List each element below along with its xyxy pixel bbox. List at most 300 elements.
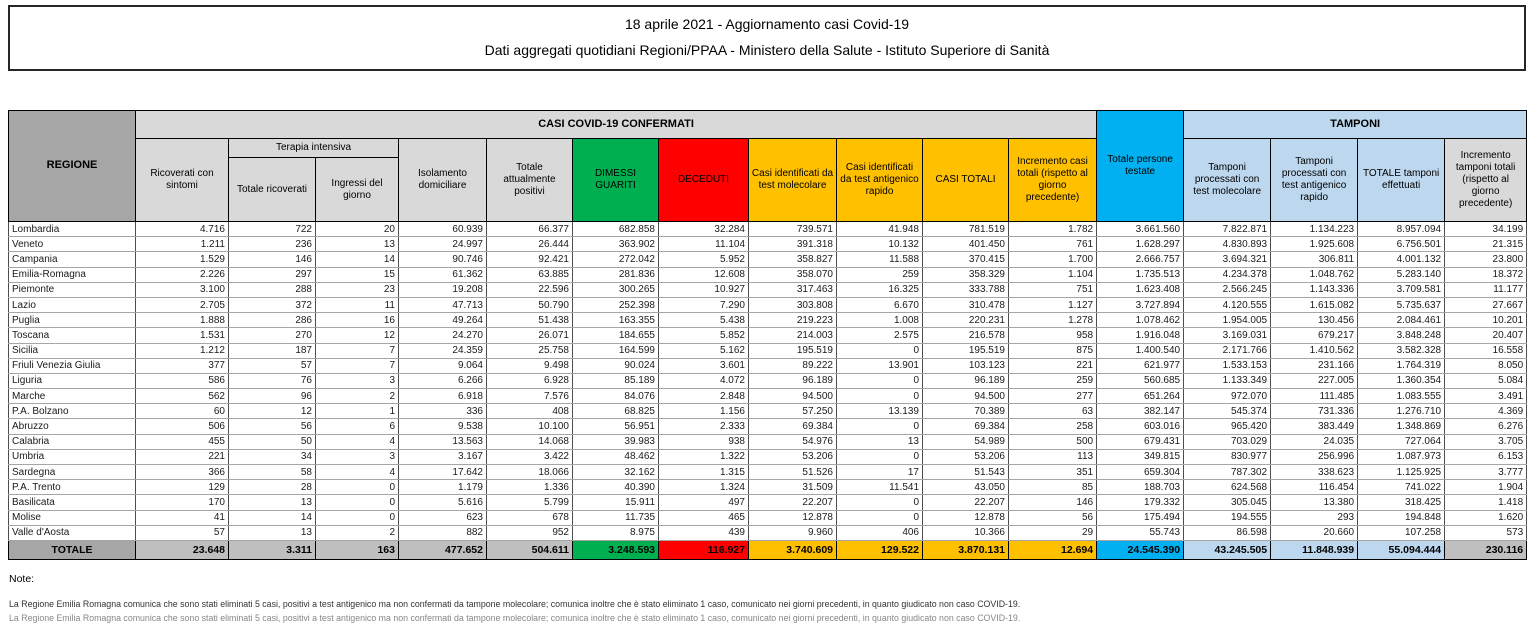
cell-tamponi-antigenico: 1.134.223: [1271, 222, 1358, 237]
total-cell-incremento-casi: 12.694: [1009, 540, 1097, 559]
cell-tamponi-antigenico: 227.005: [1271, 373, 1358, 388]
cell-casi-test-antigenico: 11.541: [837, 480, 923, 495]
col-group-casi-confermati: CASI COVID-19 CONFERMATI: [136, 111, 1097, 139]
table-row: [9, 267, 1527, 282]
cell-casi-test-molecolare: 69.384: [749, 419, 837, 434]
cell-ingressi-del-giorno: 2: [316, 525, 399, 540]
cell-ingressi-del-giorno: 1: [316, 404, 399, 419]
cell-casi-totali: 43.050: [923, 480, 1009, 495]
cell-dimessi-guariti: 40.390: [573, 480, 659, 495]
cell-incremento-casi: 259: [1009, 373, 1097, 388]
cell-deceduti: 12.608: [659, 267, 749, 282]
cell-tamponi-antigenico: 338.623: [1271, 465, 1358, 480]
cell-casi-test-antigenico: 0: [837, 449, 923, 464]
cell-casi-test-molecolare: 53.206: [749, 449, 837, 464]
title-line-2: Dati aggregati quotidiani Regioni/PPAA - Ministero della Salute - Istituto Superiore di Sanità: [484, 42, 1050, 59]
cell-totale-attualmente-positivi: 952: [487, 525, 573, 540]
cell-casi-test-molecolare: 214.003: [749, 328, 837, 343]
cell-totale-persone-testate: 179.332: [1097, 495, 1184, 510]
cell-isolamento-domiciliare: 24.270: [399, 328, 487, 343]
cell-casi-totali: 69.384: [923, 419, 1009, 434]
cell-tamponi-molecolare: 4.830.893: [1184, 237, 1271, 252]
cell-regione: Campania: [9, 252, 136, 267]
cell-totale-persone-testate: 175.494: [1097, 510, 1184, 525]
cell-totale-tamponi: 5.283.140: [1358, 267, 1445, 282]
cell-totale-tamponi: 727.064: [1358, 434, 1445, 449]
cell-totale-tamponi: 1.276.710: [1358, 404, 1445, 419]
title-box: [8, 5, 1526, 71]
cell-totale-tamponi: 1.360.354: [1358, 373, 1445, 388]
cell-casi-test-antigenico: 13.901: [837, 358, 923, 373]
cell-casi-test-molecolare: 94.500: [749, 389, 837, 404]
cell-tamponi-antigenico: 731.336: [1271, 404, 1358, 419]
cell-ricoverati-con-sintomi: 2.705: [136, 297, 229, 312]
cell-tamponi-antigenico: 1.048.762: [1271, 267, 1358, 282]
cell-deceduti: 32.284: [659, 222, 749, 237]
cell-tamponi-molecolare: 3.169.031: [1184, 328, 1271, 343]
cell-totale-ricoverati: 14: [229, 510, 316, 525]
cell-tamponi-antigenico: 383.449: [1271, 419, 1358, 434]
cell-casi-test-antigenico: 0: [837, 373, 923, 388]
cell-totale-ricoverati: 286: [229, 313, 316, 328]
cell-ricoverati-con-sintomi: 562: [136, 389, 229, 404]
cell-isolamento-domiciliare: 6.266: [399, 373, 487, 388]
cell-incremento-casi: 1.782: [1009, 222, 1097, 237]
cell-totale-attualmente-positivi: 1.336: [487, 480, 573, 495]
cell-incremento-casi: 1.278: [1009, 313, 1097, 328]
cell-ricoverati-con-sintomi: 586: [136, 373, 229, 388]
table-row: [9, 434, 1527, 449]
cell-incremento-tamponi: 11.177: [1445, 282, 1527, 297]
cell-isolamento-domiciliare: 49.264: [399, 313, 487, 328]
cell-deceduti: 465: [659, 510, 749, 525]
cell-incremento-tamponi: 1.418: [1445, 495, 1527, 510]
cell-regione: P.A. Trento: [9, 480, 136, 495]
cell-tamponi-antigenico: 1.925.608: [1271, 237, 1358, 252]
cell-tamponi-antigenico: 293: [1271, 510, 1358, 525]
cell-totale-tamponi: 1.083.555: [1358, 389, 1445, 404]
cell-casi-test-molecolare: 358.827: [749, 252, 837, 267]
cell-totale-ricoverati: 13: [229, 525, 316, 540]
cell-casi-test-antigenico: 0: [837, 343, 923, 358]
table-row: [9, 510, 1527, 525]
cell-totale-attualmente-positivi: 66.377: [487, 222, 573, 237]
cell-totale-ricoverati: 56: [229, 419, 316, 434]
cell-ricoverati-con-sintomi: 1.211: [136, 237, 229, 252]
cell-totale-attualmente-positivi: 63.885: [487, 267, 573, 282]
cell-casi-test-antigenico: 11.588: [837, 252, 923, 267]
cell-regione: Marche: [9, 389, 136, 404]
cell-ingressi-del-giorno: 7: [316, 343, 399, 358]
col-header-casi-test-antigenico: Casi identificati da test antigenico rapido: [837, 139, 923, 222]
note-line-1: La Regione Emilia Romagna comunica che sono stati eliminati 5 casi, positivi a test antigenico ma non confermati da tampone molecolare; comunica inoltre che è stato eliminato 1 caso, comunicato nei giorni precedenti, in quanto giudicato non caso COVID-19.: [9, 599, 1021, 609]
cell-incremento-casi: 113: [1009, 449, 1097, 464]
cell-casi-test-molecolare: 9.960: [749, 525, 837, 540]
col-group-terapia-intensiva: Terapia intensiva: [229, 139, 399, 158]
cell-ingressi-del-giorno: 23: [316, 282, 399, 297]
cell-casi-totali: 333.788: [923, 282, 1009, 297]
cell-totale-persone-testate: 188.703: [1097, 480, 1184, 495]
cell-tamponi-molecolare: 7.822.871: [1184, 222, 1271, 237]
cell-dimessi-guariti: 15.911: [573, 495, 659, 510]
cell-totale-tamponi: 1.764.319: [1358, 358, 1445, 373]
cell-totale-ricoverati: 187: [229, 343, 316, 358]
cell-casi-test-molecolare: 317.463: [749, 282, 837, 297]
col-header-deceduti: DECEDUTI: [659, 139, 749, 222]
cell-isolamento-domiciliare: 61.362: [399, 267, 487, 282]
col-header-casi-test-molecolare: Casi identificati da test molecolare: [749, 139, 837, 222]
cell-totale-tamponi: 6.756.501: [1358, 237, 1445, 252]
table-row: [9, 252, 1527, 267]
table-row: [9, 373, 1527, 388]
cell-incremento-tamponi: 1.904: [1445, 480, 1527, 495]
cell-dimessi-guariti: 682.858: [573, 222, 659, 237]
cell-isolamento-domiciliare: 9.538: [399, 419, 487, 434]
cell-incremento-casi: 146: [1009, 495, 1097, 510]
cell-casi-totali: 54.989: [923, 434, 1009, 449]
cell-casi-totali: 96.189: [923, 373, 1009, 388]
col-header-totale-persone-testate: Totale persone testate: [1097, 111, 1184, 222]
cell-casi-totali: 51.543: [923, 465, 1009, 480]
col-header-totale-attualmente-positivi: Totale attualmente positivi: [487, 139, 573, 222]
cell-totale-tamponi: 194.848: [1358, 510, 1445, 525]
cell-totale-persone-testate: 659.304: [1097, 465, 1184, 480]
cell-incremento-casi: 1.127: [1009, 297, 1097, 312]
cell-totale-tamponi: 8.957.094: [1358, 222, 1445, 237]
cell-totale-ricoverati: 28: [229, 480, 316, 495]
cell-totale-persone-testate: 3.727.894: [1097, 297, 1184, 312]
col-header-tamponi-antigenico: Tamponi processati con test antigenico rapido: [1271, 139, 1358, 222]
table-row: [9, 282, 1527, 297]
cell-totale-tamponi: 3.709.581: [1358, 282, 1445, 297]
cell-totale-tamponi: 318.425: [1358, 495, 1445, 510]
cell-tamponi-molecolare: 4.234.378: [1184, 267, 1271, 282]
cell-deceduti: 11.104: [659, 237, 749, 252]
cell-dimessi-guariti: 281.836: [573, 267, 659, 282]
cell-casi-test-antigenico: 13.139: [837, 404, 923, 419]
cell-ricoverati-con-sintomi: 2.226: [136, 267, 229, 282]
cell-tamponi-antigenico: 13.380: [1271, 495, 1358, 510]
cell-tamponi-molecolare: 965.420: [1184, 419, 1271, 434]
cell-deceduti: 1.324: [659, 480, 749, 495]
cell-deceduti: 1.156: [659, 404, 749, 419]
cell-casi-totali: 370.415: [923, 252, 1009, 267]
cell-ingressi-del-giorno: 11: [316, 297, 399, 312]
cell-regione: Valle d'Aosta: [9, 525, 136, 540]
cell-deceduti: 2.848: [659, 389, 749, 404]
cell-totale-tamponi: 1.087.973: [1358, 449, 1445, 464]
table-row: [9, 313, 1527, 328]
cell-casi-totali: 220.231: [923, 313, 1009, 328]
cell-dimessi-guariti: 11.735: [573, 510, 659, 525]
cell-casi-test-molecolare: 219.223: [749, 313, 837, 328]
cell-casi-test-molecolare: 51.526: [749, 465, 837, 480]
cell-casi-test-antigenico: 13: [837, 434, 923, 449]
cell-ricoverati-con-sintomi: 170: [136, 495, 229, 510]
cell-ingressi-del-giorno: 0: [316, 510, 399, 525]
cell-isolamento-domiciliare: 9.064: [399, 358, 487, 373]
cell-isolamento-domiciliare: 5.616: [399, 495, 487, 510]
total-cell-ingressi-del-giorno: 163: [316, 540, 399, 559]
cell-incremento-casi: 751: [1009, 282, 1097, 297]
col-header-isolamento-domiciliare: Isolamento domiciliare: [399, 139, 487, 222]
cell-deceduti: 439: [659, 525, 749, 540]
cell-totale-tamponi: 107.258: [1358, 525, 1445, 540]
cell-tamponi-molecolare: 624.568: [1184, 480, 1271, 495]
table-row: [9, 404, 1527, 419]
cell-totale-tamponi: 4.001.132: [1358, 252, 1445, 267]
cell-totale-attualmente-positivi: 51.438: [487, 313, 573, 328]
cell-ricoverati-con-sintomi: 1.531: [136, 328, 229, 343]
cell-isolamento-domiciliare: 19.208: [399, 282, 487, 297]
cell-tamponi-molecolare: 1.954.005: [1184, 313, 1271, 328]
cell-casi-test-molecolare: 391.318: [749, 237, 837, 252]
cell-regione: Puglia: [9, 313, 136, 328]
cell-casi-test-molecolare: 89.222: [749, 358, 837, 373]
table-row: [9, 465, 1527, 480]
cell-isolamento-domiciliare: 90.746: [399, 252, 487, 267]
cell-totale-persone-testate: 1.078.462: [1097, 313, 1184, 328]
cell-tamponi-molecolare: 972.070: [1184, 389, 1271, 404]
note-line-2-clipped: La Regione Emilia Romagna comunica che sono stati eliminati 5 casi, positivi a test antigenico ma non confermati da tampone molecolare; comunica inoltre che è stato eliminato 1 caso, comunicato nei giorni precedenti, in quanto giudicato non caso COVID-19.: [9, 613, 1021, 623]
total-cell-totale-tamponi: 55.094.444: [1358, 540, 1445, 559]
table-row: [9, 237, 1527, 252]
cell-tamponi-antigenico: 130.456: [1271, 313, 1358, 328]
cell-casi-test-molecolare: 195.519: [749, 343, 837, 358]
cell-totale-ricoverati: 236: [229, 237, 316, 252]
cell-isolamento-domiciliare: 24.359: [399, 343, 487, 358]
total-cell-dimessi-guariti: 3.248.593: [573, 540, 659, 559]
cell-totale-ricoverati: 146: [229, 252, 316, 267]
cell-regione: Emilia-Romagna: [9, 267, 136, 282]
cell-casi-totali: 358.329: [923, 267, 1009, 282]
cell-incremento-casi: 761: [1009, 237, 1097, 252]
cell-totale-attualmente-positivi: 678: [487, 510, 573, 525]
cell-ingressi-del-giorno: 7: [316, 358, 399, 373]
cell-totale-attualmente-positivi: 9.498: [487, 358, 573, 373]
cell-isolamento-domiciliare: 13.563: [399, 434, 487, 449]
cell-ingressi-del-giorno: 3: [316, 449, 399, 464]
cell-ricoverati-con-sintomi: 1.212: [136, 343, 229, 358]
total-cell-totale-attualmente-positivi: 504.611: [487, 540, 573, 559]
cell-ingressi-del-giorno: 6: [316, 419, 399, 434]
cell-casi-totali: 195.519: [923, 343, 1009, 358]
cell-totale-persone-testate: 1.628.297: [1097, 237, 1184, 252]
cell-casi-test-molecolare: 358.070: [749, 267, 837, 282]
cell-casi-totali: 401.450: [923, 237, 1009, 252]
cell-ricoverati-con-sintomi: 57: [136, 525, 229, 540]
col-header-totale-tamponi: TOTALE tamponi effettuati: [1358, 139, 1445, 222]
cell-casi-test-molecolare: 22.207: [749, 495, 837, 510]
cell-ingressi-del-giorno: 14: [316, 252, 399, 267]
cell-ricoverati-con-sintomi: 366: [136, 465, 229, 480]
cell-regione: Piemonte: [9, 282, 136, 297]
cell-tamponi-antigenico: 111.485: [1271, 389, 1358, 404]
cell-incremento-tamponi: 3.705: [1445, 434, 1527, 449]
cell-ingressi-del-giorno: 12: [316, 328, 399, 343]
cell-incremento-tamponi: 34.199: [1445, 222, 1527, 237]
cell-tamponi-molecolare: 305.045: [1184, 495, 1271, 510]
cell-tamponi-antigenico: 24.035: [1271, 434, 1358, 449]
cell-tamponi-molecolare: 703.029: [1184, 434, 1271, 449]
cell-totale-label: TOTALE: [9, 540, 136, 559]
cell-deceduti: 5.162: [659, 343, 749, 358]
cell-regione: Lombardia: [9, 222, 136, 237]
cell-incremento-casi: 500: [1009, 434, 1097, 449]
cell-casi-test-antigenico: 406: [837, 525, 923, 540]
cell-incremento-tamponi: 3.491: [1445, 389, 1527, 404]
cell-dimessi-guariti: 8.975: [573, 525, 659, 540]
col-header-ricoverati-con-sintomi: Ricoverati con sintomi: [136, 139, 229, 222]
total-cell-casi-totali: 3.870.131: [923, 540, 1009, 559]
cell-incremento-tamponi: 573: [1445, 525, 1527, 540]
cell-totale-attualmente-positivi: 14.068: [487, 434, 573, 449]
cell-casi-test-molecolare: 12.878: [749, 510, 837, 525]
table-row: [9, 328, 1527, 343]
cell-totale-attualmente-positivi: 10.100: [487, 419, 573, 434]
cell-totale-persone-testate: 55.743: [1097, 525, 1184, 540]
cell-totale-persone-testate: 679.431: [1097, 434, 1184, 449]
cell-incremento-tamponi: 8.050: [1445, 358, 1527, 373]
cell-incremento-tamponi: 6.153: [1445, 449, 1527, 464]
cell-incremento-casi: 277: [1009, 389, 1097, 404]
table-body: [9, 222, 1527, 541]
cell-totale-persone-testate: 3.661.560: [1097, 222, 1184, 237]
cell-ingressi-del-giorno: 3: [316, 373, 399, 388]
cell-incremento-casi: 63: [1009, 404, 1097, 419]
cell-incremento-tamponi: 20.407: [1445, 328, 1527, 343]
table-header: [9, 111, 1527, 222]
cell-incremento-tamponi: 5.084: [1445, 373, 1527, 388]
table-row: [9, 480, 1527, 495]
cell-casi-test-antigenico: 259: [837, 267, 923, 282]
cell-casi-test-molecolare: 96.189: [749, 373, 837, 388]
cell-casi-totali: 10.366: [923, 525, 1009, 540]
cell-tamponi-molecolare: 194.555: [1184, 510, 1271, 525]
cell-incremento-tamponi: 16.558: [1445, 343, 1527, 358]
cell-regione: Abruzzo: [9, 419, 136, 434]
cell-isolamento-domiciliare: 336: [399, 404, 487, 419]
cell-incremento-casi: 56: [1009, 510, 1097, 525]
cell-incremento-casi: 85: [1009, 480, 1097, 495]
cell-tamponi-antigenico: 1.615.082: [1271, 297, 1358, 312]
cell-isolamento-domiciliare: 17.642: [399, 465, 487, 480]
cell-dimessi-guariti: 68.825: [573, 404, 659, 419]
total-cell-ricoverati-con-sintomi: 23.648: [136, 540, 229, 559]
cell-totale-persone-testate: 1.735.513: [1097, 267, 1184, 282]
cell-deceduti: 4.072: [659, 373, 749, 388]
cell-deceduti: 5.852: [659, 328, 749, 343]
cell-casi-totali: 53.206: [923, 449, 1009, 464]
cell-deceduti: 5.438: [659, 313, 749, 328]
col-header-incremento-tamponi: Incremento tamponi totali (rispetto al giorno precedente): [1445, 139, 1527, 222]
cell-totale-ricoverati: 297: [229, 267, 316, 282]
cell-casi-test-molecolare: 54.976: [749, 434, 837, 449]
cell-totale-persone-testate: 1.623.408: [1097, 282, 1184, 297]
cell-casi-test-molecolare: 57.250: [749, 404, 837, 419]
cell-tamponi-antigenico: 116.454: [1271, 480, 1358, 495]
cell-totale-ricoverati: 288: [229, 282, 316, 297]
cell-isolamento-domiciliare: 47.713: [399, 297, 487, 312]
cell-totale-persone-testate: 1.400.540: [1097, 343, 1184, 358]
cell-totale-ricoverati: 96: [229, 389, 316, 404]
cell-deceduti: 7.290: [659, 297, 749, 312]
cell-totale-attualmente-positivi: 92.421: [487, 252, 573, 267]
cell-dimessi-guariti: 39.983: [573, 434, 659, 449]
col-header-regione: REGIONE: [9, 111, 136, 222]
cell-ingressi-del-giorno: 20: [316, 222, 399, 237]
cell-casi-test-antigenico: 1.008: [837, 313, 923, 328]
total-cell-totale-ricoverati: 3.311: [229, 540, 316, 559]
cell-totale-ricoverati: 372: [229, 297, 316, 312]
cell-totale-ricoverati: 722: [229, 222, 316, 237]
cell-deceduti: 938: [659, 434, 749, 449]
cell-regione: Basilicata: [9, 495, 136, 510]
cell-tamponi-molecolare: 830.977: [1184, 449, 1271, 464]
cell-dimessi-guariti: 363.902: [573, 237, 659, 252]
cell-ricoverati-con-sintomi: 41: [136, 510, 229, 525]
cell-incremento-casi: 29: [1009, 525, 1097, 540]
cell-totale-tamponi: 3.848.248: [1358, 328, 1445, 343]
cell-casi-test-antigenico: 2.575: [837, 328, 923, 343]
cell-totale-ricoverati: 12: [229, 404, 316, 419]
cell-casi-totali: 103.123: [923, 358, 1009, 373]
total-cell-casi-test-molecolare: 3.740.609: [749, 540, 837, 559]
cell-isolamento-domiciliare: 60.939: [399, 222, 487, 237]
col-header-totale-ricoverati: Totale ricoverati: [229, 158, 316, 222]
cell-tamponi-molecolare: 787.302: [1184, 465, 1271, 480]
cell-ricoverati-con-sintomi: 221: [136, 449, 229, 464]
title-line-1: 18 aprile 2021 - Aggiornamento casi Covid-19: [624, 16, 910, 33]
total-cell-casi-test-antigenico: 129.522: [837, 540, 923, 559]
cell-incremento-tamponi: 10.201: [1445, 313, 1527, 328]
cell-regione: Sardegna: [9, 465, 136, 480]
cell-dimessi-guariti: 300.265: [573, 282, 659, 297]
cell-totale-persone-testate: 382.147: [1097, 404, 1184, 419]
cell-totale-persone-testate: 603.016: [1097, 419, 1184, 434]
cell-casi-test-antigenico: 17: [837, 465, 923, 480]
cell-incremento-tamponi: 4.369: [1445, 404, 1527, 419]
cell-totale-tamponi: 1.125.925: [1358, 465, 1445, 480]
cell-tamponi-antigenico: 306.811: [1271, 252, 1358, 267]
cell-totale-attualmente-positivi: 26.444: [487, 237, 573, 252]
cell-incremento-casi: 1.104: [1009, 267, 1097, 282]
table-row: [9, 297, 1527, 312]
cell-dimessi-guariti: 163.355: [573, 313, 659, 328]
cell-dimessi-guariti: 252.398: [573, 297, 659, 312]
total-cell-totale-persone-testate: 24.545.390: [1097, 540, 1184, 559]
cell-tamponi-molecolare: 86.598: [1184, 525, 1271, 540]
cell-ricoverati-con-sintomi: 1.529: [136, 252, 229, 267]
total-cell-isolamento-domiciliare: 477.652: [399, 540, 487, 559]
table-row: [9, 389, 1527, 404]
cell-casi-test-antigenico: 6.670: [837, 297, 923, 312]
cell-casi-totali: 22.207: [923, 495, 1009, 510]
covid-data-table-wrap: [8, 110, 1527, 560]
cell-isolamento-domiciliare: 24.997: [399, 237, 487, 252]
cell-ricoverati-con-sintomi: 1.888: [136, 313, 229, 328]
cell-dimessi-guariti: 32.162: [573, 465, 659, 480]
cell-incremento-tamponi: 1.620: [1445, 510, 1527, 525]
cell-casi-totali: 70.389: [923, 404, 1009, 419]
cell-totale-persone-testate: 621.977: [1097, 358, 1184, 373]
cell-deceduti: 3.601: [659, 358, 749, 373]
cell-ricoverati-con-sintomi: 4.716: [136, 222, 229, 237]
cell-ingressi-del-giorno: 0: [316, 495, 399, 510]
cell-totale-persone-testate: 2.666.757: [1097, 252, 1184, 267]
cell-ingressi-del-giorno: 4: [316, 465, 399, 480]
cell-isolamento-domiciliare: 1.179: [399, 480, 487, 495]
